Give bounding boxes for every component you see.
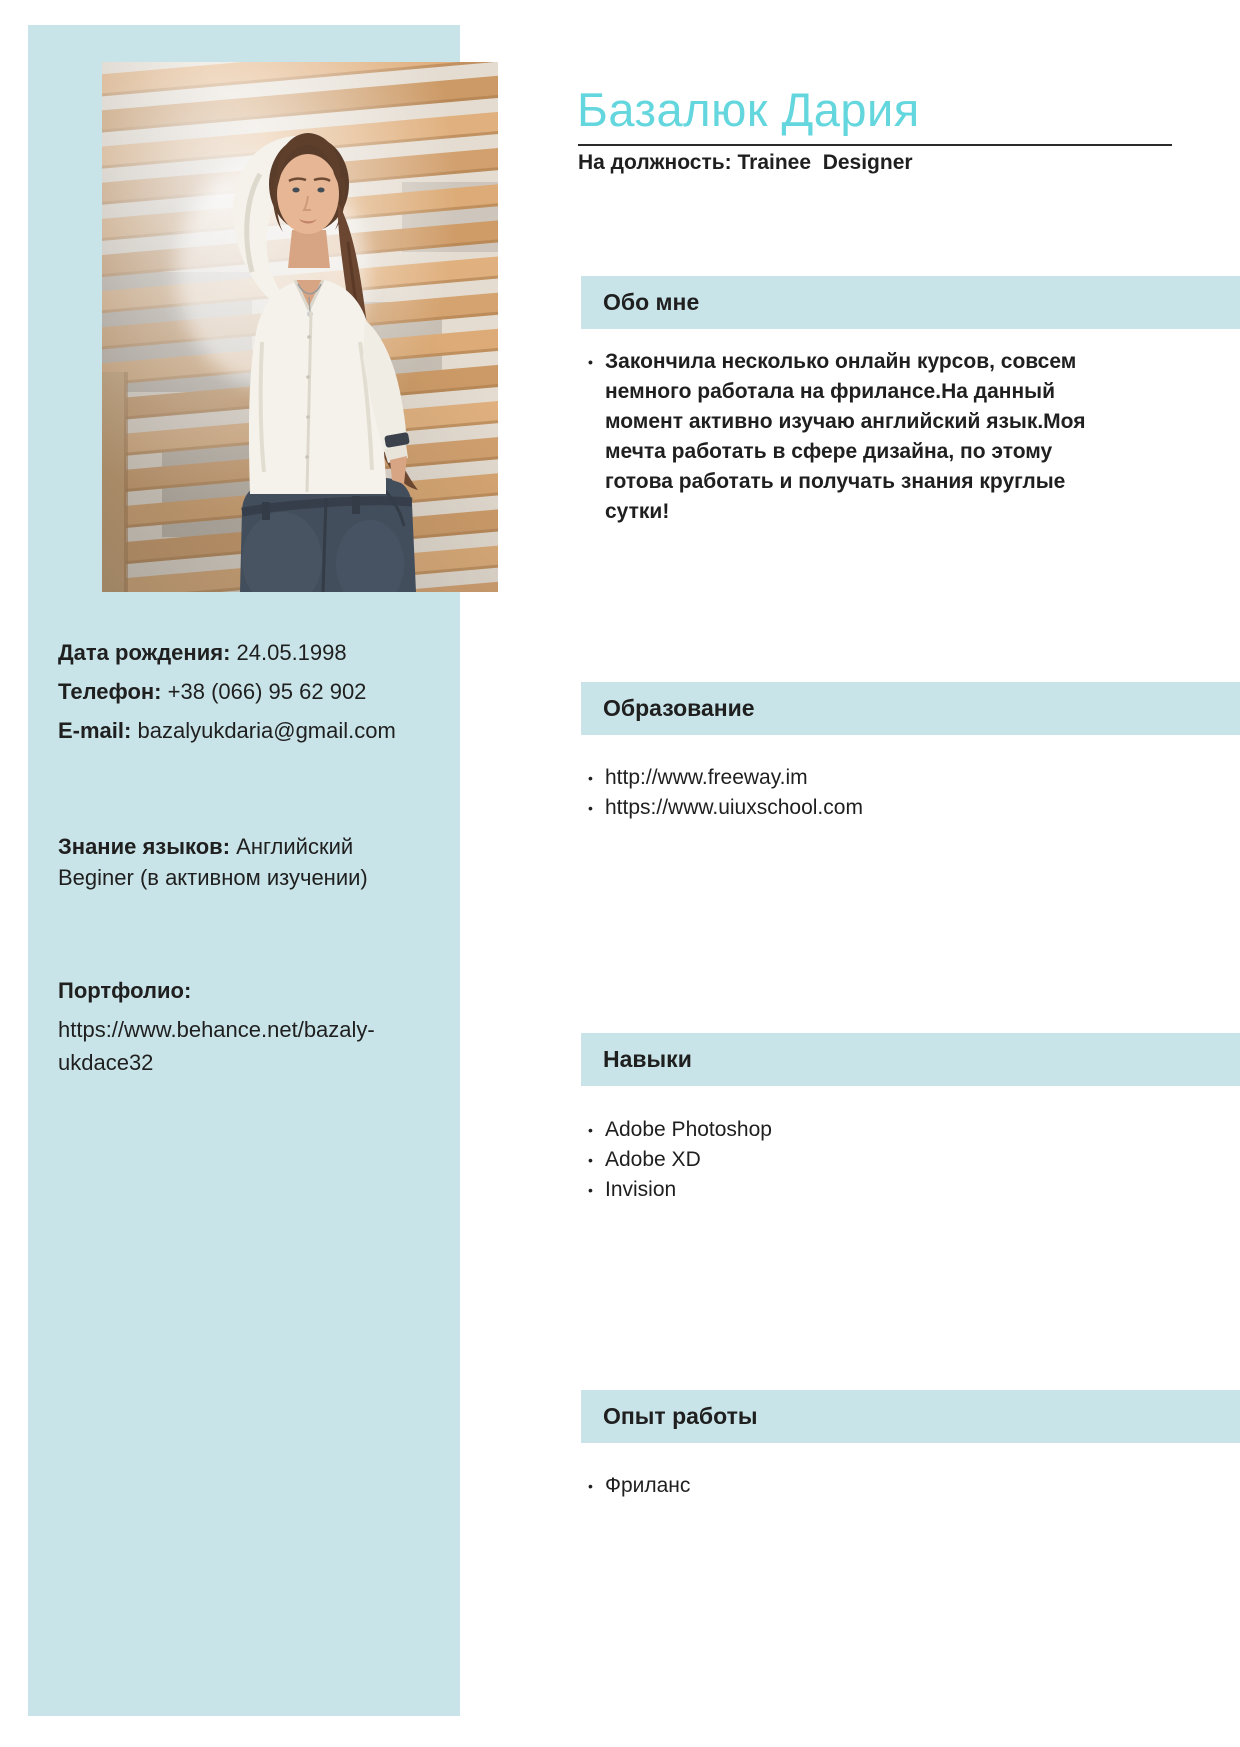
languages-value: Английский Beginer (в активном изучении) (58, 834, 368, 890)
section-header-education (581, 682, 1240, 735)
bullet-icon: • (588, 800, 593, 816)
bullet-icon: • (588, 1182, 593, 1198)
skill-item (588, 1145, 772, 1175)
section-items-skills (588, 1115, 772, 1205)
section-title: Обо мне (603, 289, 700, 315)
bullet-icon: • (588, 1122, 593, 1138)
portfolio-label: Портфолио: (58, 978, 192, 1003)
skill-text: Adobe Photoshop (605, 1118, 772, 1141)
section-title: Опыт работы (603, 1403, 758, 1429)
section-title: Навыки (603, 1046, 692, 1072)
section-items-education (588, 763, 863, 823)
experience-item (588, 1471, 690, 1501)
education-item (588, 763, 863, 793)
languages-label: Знание языков: (58, 834, 231, 859)
languages-field (58, 831, 400, 893)
education-item (588, 793, 863, 823)
title-underline (578, 144, 1172, 146)
portrait-photo (102, 62, 498, 592)
skill-text: Invision (605, 1178, 677, 1201)
bullet-icon: • (588, 1478, 593, 1494)
section-header-skills (581, 1033, 1240, 1086)
education-url: https://www.uiuxschool.com (605, 796, 863, 819)
section-header-about (581, 276, 1240, 329)
page-title: Базалюк Дария (577, 83, 920, 136)
skill-text: Adobe XD (605, 1148, 701, 1171)
portrait-illustration (102, 62, 498, 592)
birthdate-value: 24.05.1998 (236, 640, 347, 665)
portfolio-url: https://www.behance.net/bazaly-ukdace32 (58, 1017, 375, 1075)
section-items-about (588, 347, 1128, 527)
bullet-icon: • (588, 354, 593, 370)
bullet-icon: • (588, 1152, 593, 1168)
skill-item (588, 1175, 772, 1205)
bullet-icon: • (588, 770, 593, 786)
experience-text: Фриланс (605, 1474, 691, 1497)
skill-item (588, 1115, 772, 1145)
phone-field (58, 672, 443, 711)
email-label: E-mail: (58, 718, 132, 743)
birthdate-field (58, 633, 443, 672)
about-item (588, 347, 1128, 527)
section-title: Образование (603, 695, 755, 721)
email-value: bazalyukdaria@gmail.com (137, 718, 396, 743)
position-subtitle: На должность: Trainee Designer (578, 151, 913, 174)
education-url: http://www.freeway.im (605, 766, 808, 789)
phone-value: +38 (066) 95 62 902 (167, 679, 367, 704)
birthdate-label: Дата рождения: (58, 640, 231, 665)
phone-label: Телефон: (58, 679, 162, 704)
section-items-experience (588, 1471, 690, 1501)
email-field (58, 711, 443, 750)
about-text: Закончила несколько онлайн курсов, совсем немного работала на фрилансе.На данный момент активно изучаю английский язык.Моя мечта работать в сфере дизайна, по этому готова работать и получать знания круглые сутки! (605, 350, 1086, 523)
section-header-experience (581, 1390, 1240, 1443)
contact-info (58, 633, 443, 750)
